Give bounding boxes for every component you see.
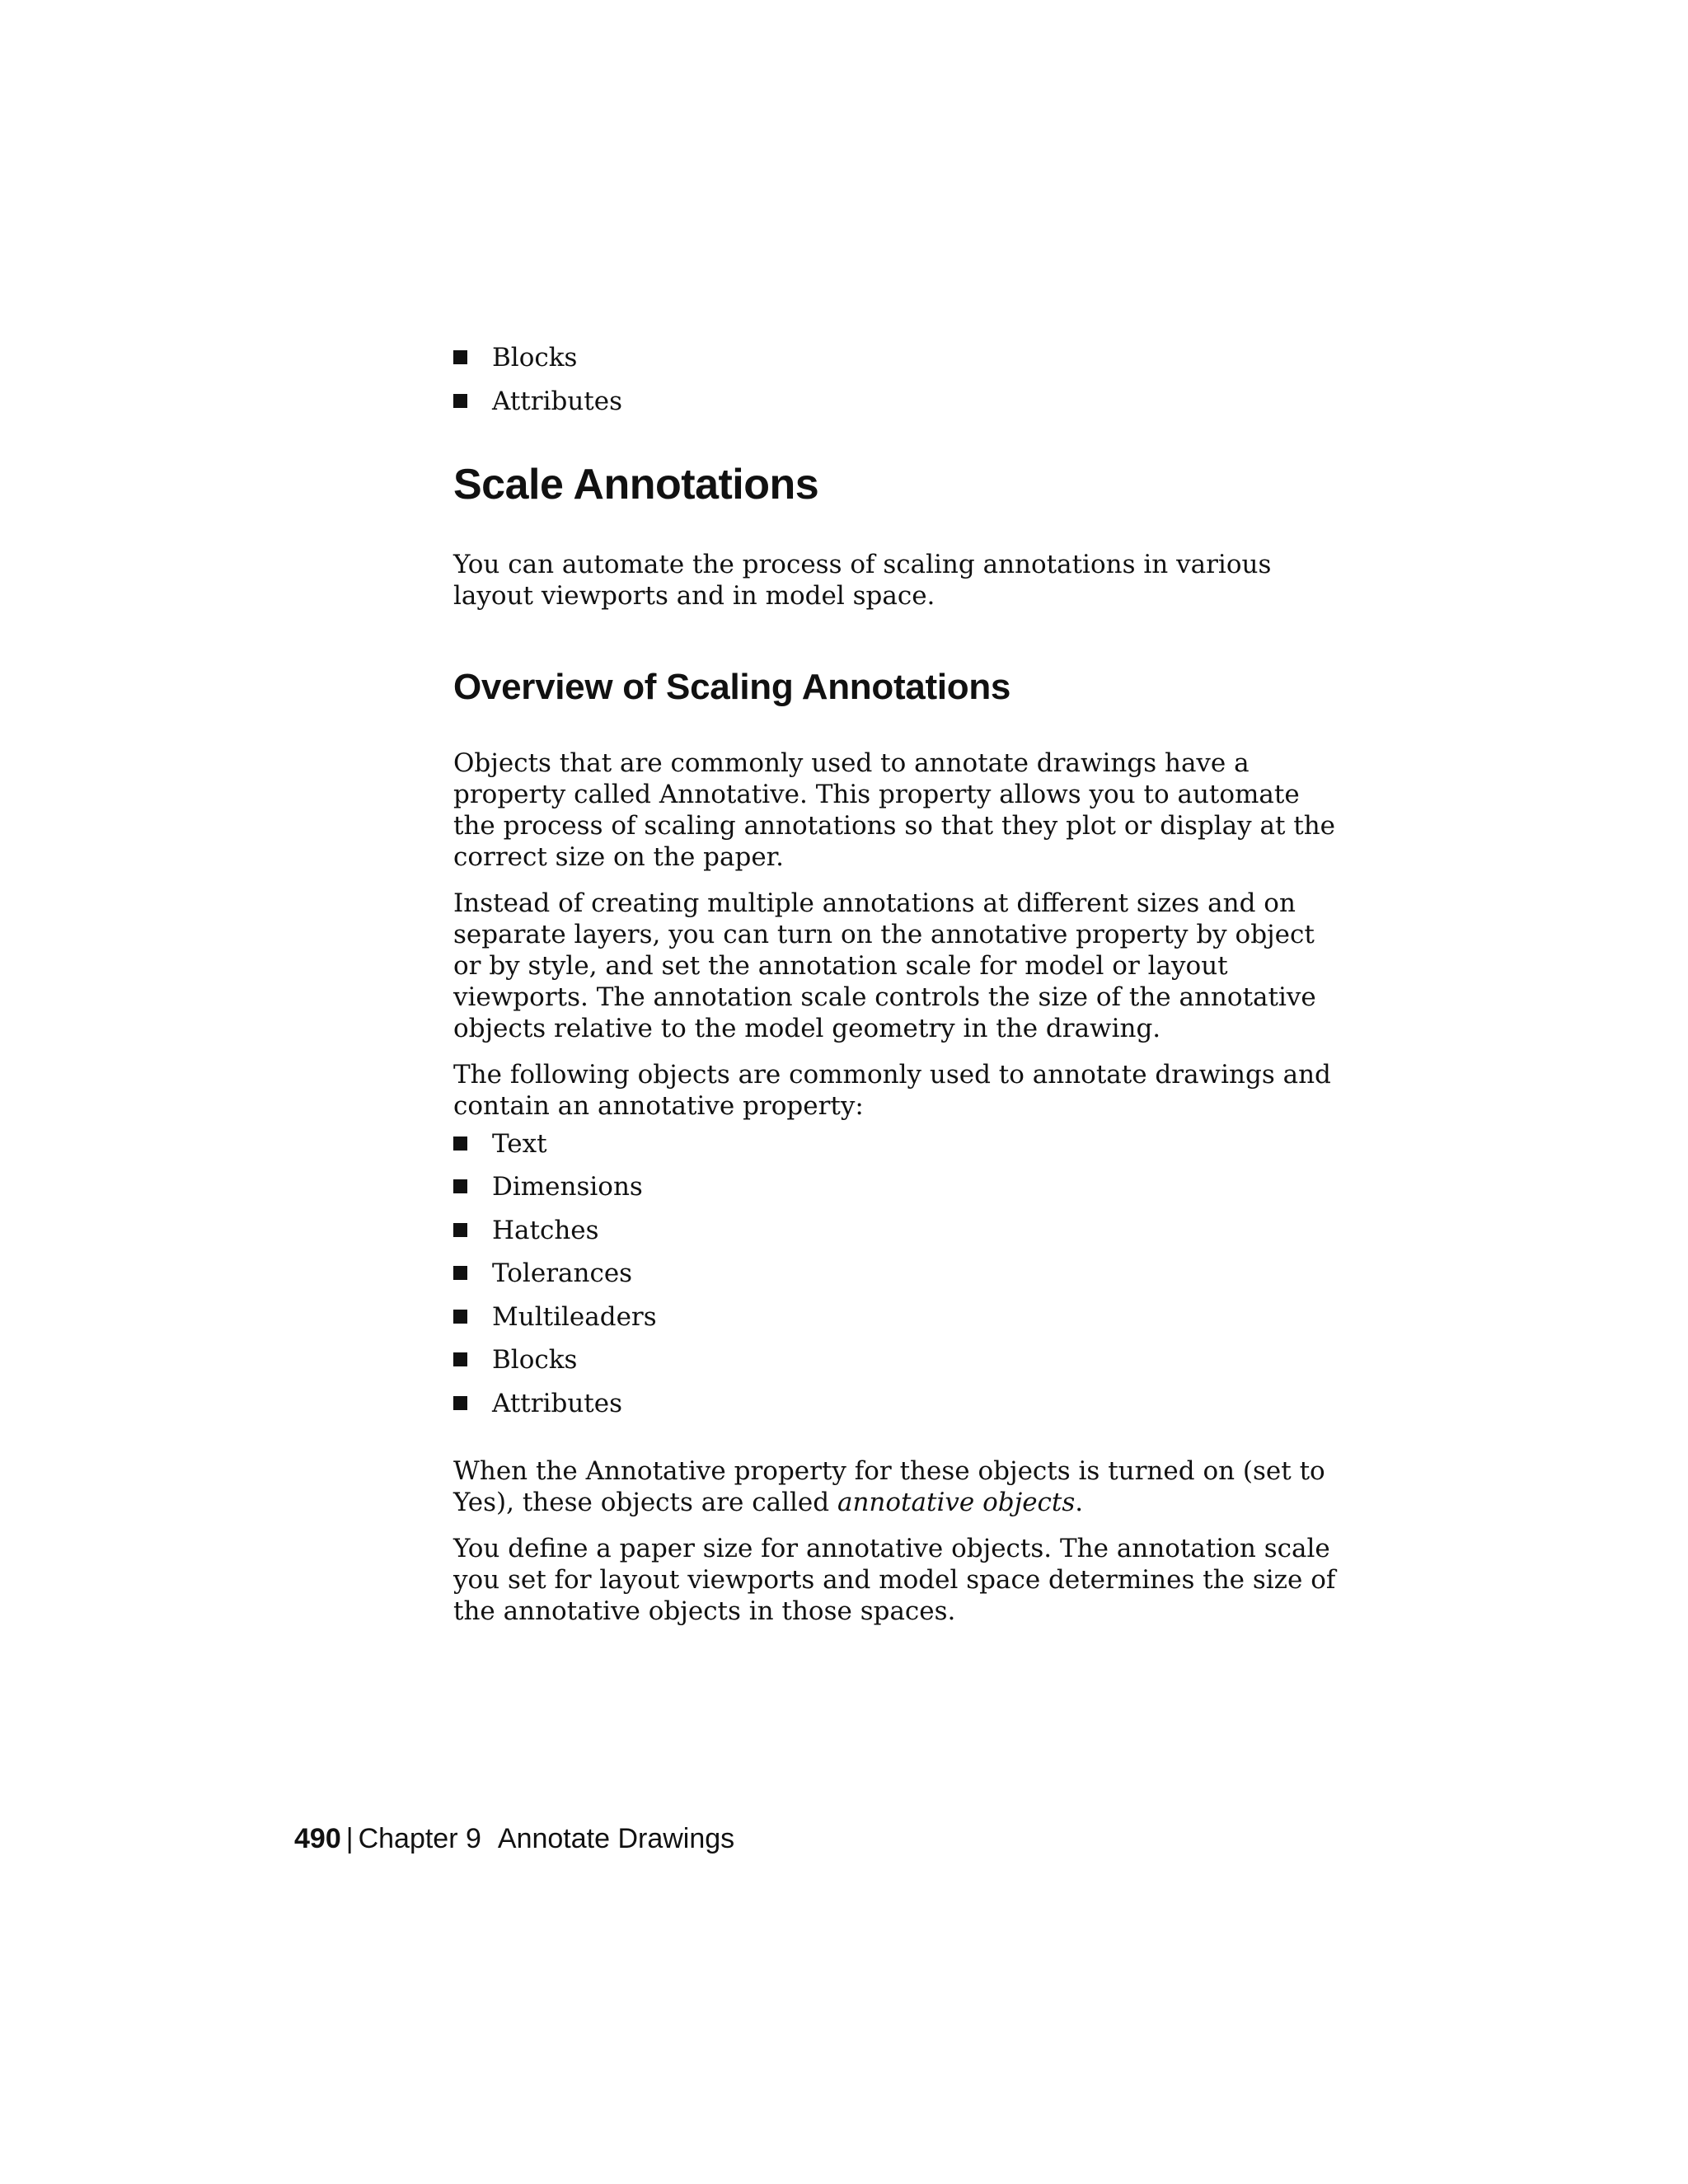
list-item <box>453 386 1343 417</box>
footer-separator: | <box>345 1823 354 1854</box>
square-bullet-icon <box>453 1137 467 1151</box>
list-item-text: Blocks <box>492 1345 578 1375</box>
emphasized-term: annotative objects <box>837 1487 1076 1517</box>
paragraph-paper-size: You define a paper size for annotative objects. The annotation scale you set for layout viewports and model space determines the size of the annotative objects in those spaces. <box>453 1533 1336 1626</box>
chapter-title: Annotate Drawings <box>497 1823 735 1854</box>
top-bullet-list <box>453 342 1343 417</box>
paragraph-annotative-objects-definition <box>453 1455 1343 1518</box>
paragraph-objects-intro: The following objects are commonly used to annotate drawings and contain an annotative property: <box>453 1059 1331 1121</box>
square-bullet-icon <box>453 1396 467 1410</box>
list-item <box>453 1388 1343 1419</box>
section-intro-paragraph: You can automate the process of scaling annotations in various layout viewports and in model space. <box>453 549 1272 611</box>
list-item <box>453 1344 1343 1376</box>
list-item <box>453 1171 1343 1202</box>
square-bullet-icon <box>453 350 467 364</box>
paragraph-text: When the Annotative property for these objects is turned on (set to Yes), these objects are called <box>453 1455 1325 1517</box>
chapter-label: Chapter 9 <box>358 1823 481 1854</box>
list-item-text: Multileaders <box>492 1301 657 1332</box>
paragraph-multiple-annotations: Instead of creating multiple annotations at different sizes and on separate layers, you can turn on the annotative property by object or by style, and set the annotation scale for model or layout viewports. The annotation scale controls the size of the annotative objects relative to the model geometry in the drawing. <box>453 888 1316 1043</box>
list-item <box>453 1258 1343 1289</box>
paragraph-annotative-property: Objects that are commonly used to annotate drawings have a property called Annotative. This property allows you to automate the process of scaling annotations so that they plot or display at the correct size on the paper. <box>453 748 1336 872</box>
list-item <box>453 342 1343 373</box>
square-bullet-icon <box>453 1310 467 1324</box>
page-number: 490 <box>294 1823 341 1854</box>
square-bullet-icon <box>453 1352 467 1366</box>
list-item-text: Text <box>492 1128 547 1159</box>
list-item <box>453 1128 1343 1160</box>
paragraph-text-end: . <box>1075 1487 1084 1517</box>
list-item-text: Blocks <box>492 343 578 373</box>
list-item <box>453 1301 1343 1333</box>
square-bullet-icon <box>453 1223 467 1237</box>
page-footer <box>294 1821 734 1856</box>
section-heading: Scale Annotations <box>453 460 819 509</box>
list-item-text: Dimensions <box>492 1172 643 1202</box>
list-item-text: Tolerances <box>492 1258 633 1288</box>
subsection-heading: Overview of Scaling Annotations <box>453 666 1011 707</box>
square-bullet-icon <box>453 1266 467 1280</box>
list-item-text: Attributes <box>492 386 623 416</box>
list-item-text: Hatches <box>492 1215 599 1245</box>
list-item-text: Attributes <box>492 1388 623 1418</box>
page-content <box>453 342 1343 1642</box>
square-bullet-icon <box>453 394 467 408</box>
list-item <box>453 1215 1343 1246</box>
square-bullet-icon <box>453 1179 467 1193</box>
annotative-objects-list <box>453 1128 1343 1419</box>
